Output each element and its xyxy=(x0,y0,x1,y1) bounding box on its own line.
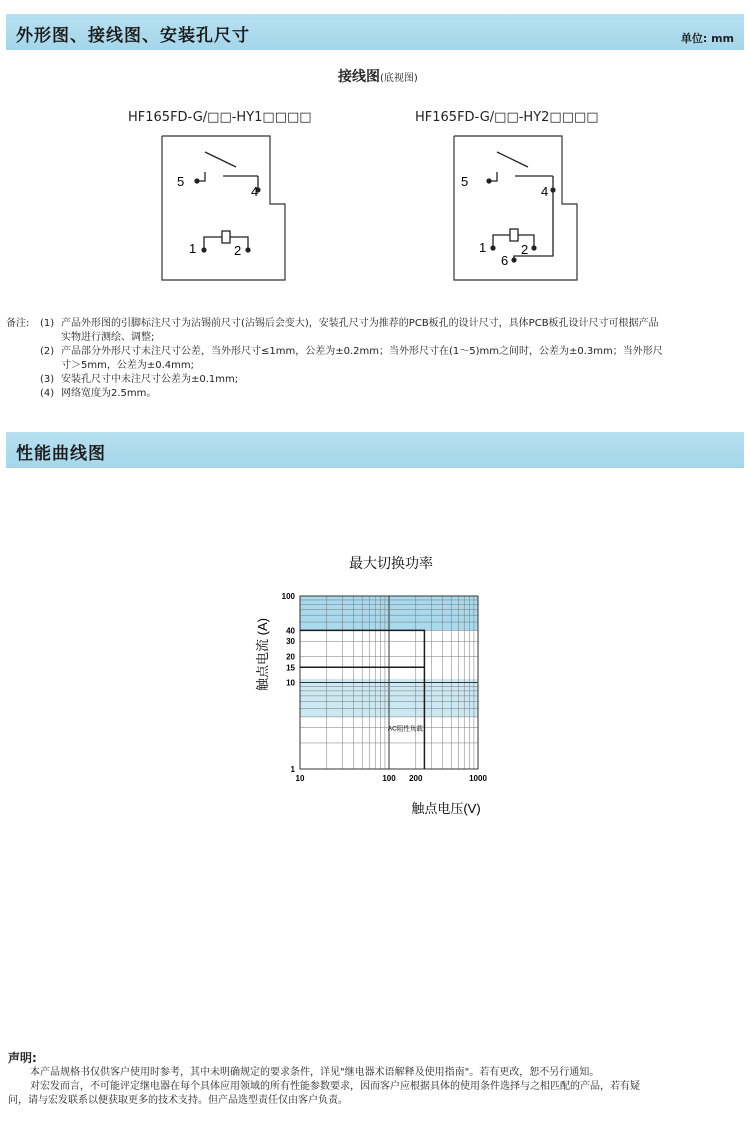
pin-dot-2 xyxy=(245,247,250,252)
y-tick-label: 100 xyxy=(281,592,295,601)
y-tick-label: 30 xyxy=(286,637,295,647)
note-number: (4) xyxy=(40,388,55,399)
pin-dot-1 xyxy=(201,247,206,252)
coil-symbol xyxy=(222,231,230,243)
declaration-title: 声明: xyxy=(8,1051,37,1065)
pin-dot-2 xyxy=(531,245,536,250)
wiring-diagram-hy1 xyxy=(160,134,290,284)
x-tick-label: 10 xyxy=(295,774,305,783)
note-text: 产品外形图的引脚标注尺寸为沾锡前尺寸(沾锡后会变大)，安装孔尺寸为推荐的PCB板孔的设计尺寸，具体PCB板孔设计尺寸可根据产品 xyxy=(61,318,659,329)
section-title: 外形图、接线图、安装孔尺寸 xyxy=(16,26,250,46)
wiring-title xyxy=(338,66,418,86)
section-header-outline xyxy=(6,14,744,50)
pin-label: 1 xyxy=(479,240,487,255)
coil-wire-left xyxy=(493,235,510,246)
y-axis-label: 触点电流 (A) xyxy=(255,618,270,691)
note-text-cont: 实物进行测绘、调整; xyxy=(61,332,155,343)
pin-label: 4 xyxy=(251,184,259,199)
notes-block xyxy=(6,317,742,401)
pin-label: 2 xyxy=(234,243,242,258)
wiring-title-text: 接线图 xyxy=(338,69,380,85)
declaration-para-2-cont: 问，请与宏发联系以便获取更多的技术支持。但产品选型责任仅由客户负责。 xyxy=(8,1095,348,1106)
y-tick-label: 40 xyxy=(286,626,295,636)
x-tick-label: 100 xyxy=(382,774,396,783)
note-number: (3) xyxy=(40,374,55,385)
switch-arm xyxy=(497,152,528,167)
pin-label: 1 xyxy=(189,241,197,256)
y-tick-label: 15 xyxy=(286,663,295,673)
max-switching-power-chart xyxy=(250,548,510,818)
pin-dot-6 xyxy=(511,257,516,262)
declaration-block xyxy=(8,1051,744,1108)
y-tick-label: 1 xyxy=(290,765,295,774)
x-axis-label: 触点电压(V) xyxy=(411,801,481,816)
wiring-diagram-hy2 xyxy=(452,134,582,284)
pin-label: 5 xyxy=(461,174,469,189)
pin-label: 4 xyxy=(541,184,549,199)
y-tick-label: 10 xyxy=(286,678,295,688)
pin-label: 5 xyxy=(177,174,185,189)
model-label-hy1: HF165FD-G/□□-HY1□□□□ xyxy=(128,110,312,125)
wiring-subtitle: (底视图) xyxy=(380,73,418,84)
note-text: 产品部分外形尺寸未注尺寸公差，当外形尺寸≤1mm，公差为±0.2mm；当外形尺寸在(1～5)mm之间时，公差为±0.3mm；当外形尺 xyxy=(61,346,663,357)
model-label-hy2: HF165FD-G/□□-HY2□□□□ xyxy=(415,110,599,125)
x-tick-label: 1000 xyxy=(469,774,487,783)
relay-outline xyxy=(162,136,285,280)
notes-label: 备注: xyxy=(6,318,30,329)
note-text-cont: 寸＞5mm，公差为±0.4mm; xyxy=(61,360,194,371)
section-header-curves xyxy=(6,432,744,468)
pin-dot-1 xyxy=(490,245,495,250)
note-number: (2) xyxy=(40,346,55,357)
coil-wire-left xyxy=(204,237,222,248)
coil-symbol xyxy=(510,229,518,241)
pin-label: 2 xyxy=(521,242,529,257)
unit-label: 单位: mm xyxy=(680,32,734,45)
x-tick-label: 200 xyxy=(409,774,423,783)
note-number: (1) xyxy=(40,318,55,329)
note-text: 安装孔尺寸中未注尺寸公差为±0.1mm; xyxy=(61,374,239,385)
declaration-para-1: 本产品规格书仅供客户使用时参考，其中未明确规定的要求条件，详见"继电器术语解释及使用指南"。若有更改，恕不另行通知。 xyxy=(30,1067,600,1078)
y-tick-label: 20 xyxy=(286,652,295,662)
declaration-para-2: 对宏发而言，不可能评定继电器在每个具体应用领域的所有性能参数要求，因而客户应根据具体的使用条件选择与之相匹配的产品，若有疑 xyxy=(30,1081,640,1092)
chart-title: 最大切换功率 xyxy=(349,555,433,571)
switch-arm xyxy=(205,152,236,167)
chart-annotation: AC阻性负载 xyxy=(387,725,423,733)
pin-dot-4 xyxy=(550,187,555,192)
pin-label: 6 xyxy=(501,253,509,268)
section-title: 性能曲线图 xyxy=(16,444,106,464)
note-text: 网络宽度为2.5mm。 xyxy=(61,388,157,399)
